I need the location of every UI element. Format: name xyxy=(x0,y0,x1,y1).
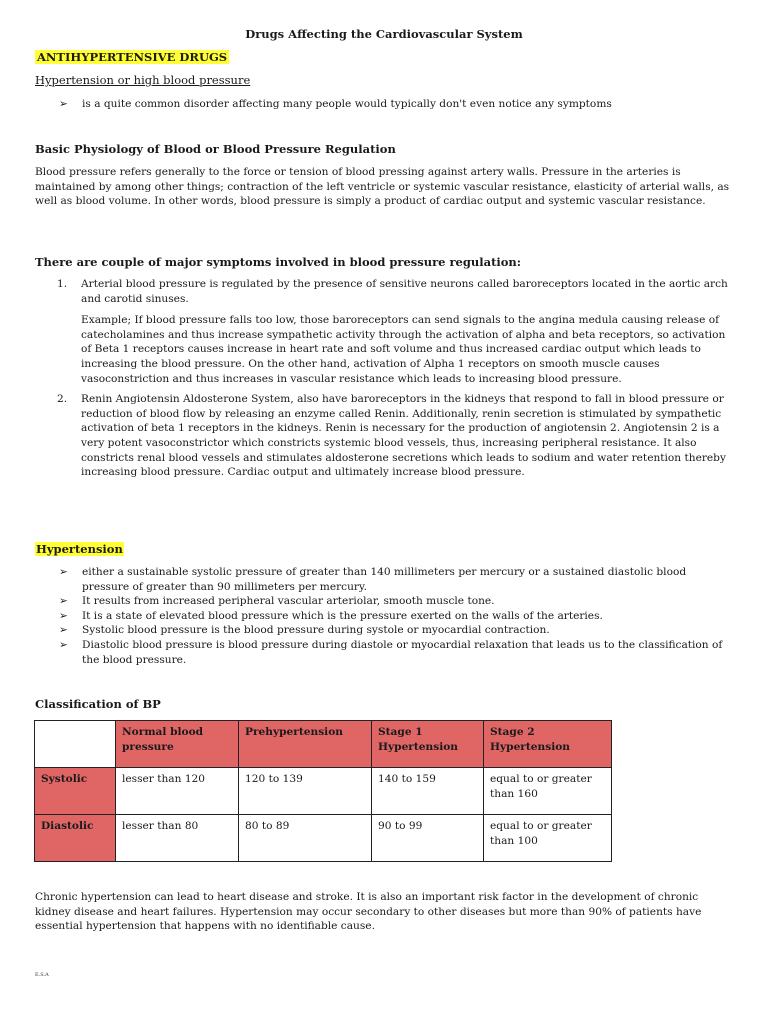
list-item: ➢ Diastolic blood pressure is blood pressure during diastole or myocardial relaxation that leads us to the classification of the blood pressure. xyxy=(59,638,723,666)
arrow-bullet-icon: ➢ xyxy=(59,624,68,637)
table-row-header: Diastolic xyxy=(35,815,116,862)
hypertension-bullet-list xyxy=(59,565,735,667)
table-header-row xyxy=(35,721,612,768)
arrow-bullet-icon: ➢ xyxy=(59,98,68,110)
table-cell: equal to or greater than 160 xyxy=(484,768,612,815)
footer-initials: E.S.A xyxy=(35,972,49,978)
classification-heading: Classification of BP xyxy=(35,697,161,711)
table-header-cell: Stage 2 Hypertension xyxy=(484,721,612,768)
list-item: ➢ It results from increased peripheral vascular arteriolar, smooth muscle tone. xyxy=(59,595,495,608)
arrow-bullet-icon: ➢ xyxy=(59,566,68,578)
table-cell: 80 to 89 xyxy=(239,815,372,862)
table-cell: 140 to 159 xyxy=(372,768,484,815)
physiology-paragraph: Blood pressure refers generally to the force or tension of blood pressing against artery walls. Pressure in the arteries is maintained by among other things; contraction of the left ventricle or systemic vascular resistance, elasticity of arterial walls, as well as blood volume. In other words, blood pressure is simply a product of cardiac output and systemic vascular resistance. xyxy=(35,166,730,208)
table-row xyxy=(35,768,612,815)
list-item: ➢ either a sustainable systolic pressure of greater than 140 millimeters per mercury or a sustained diastolic blood pressure of greater than 90 millimeters per mercury. xyxy=(59,566,687,593)
list-item: 1. Arterial blood pressure is regulated by the presence of sensitive neurons called baroreceptors located in the aortic arch and carotid sinuses. Example; If blood pressure falls too low, those baroreceptors can send signals to the angina medula causing release of catecholamines and thus increase sympathetic activity through the activation of alpha and beta receptors, so activation of Beta 1 receptors causes increase in heart rate and soft volume and thus increased cardiac output which leads to increasing the blood pressure. On the other hand, activation of Alpha 1 receptors on smooth muscle causes vasoconstriction and thus increases in vascular resistance which leads to increasing blood pressure. xyxy=(35,277,735,386)
intro-bullet-list xyxy=(59,97,739,112)
list-item: ➢ It is a state of elevated blood pressure which is the pressure exerted on the walls of the arteries. xyxy=(59,609,603,622)
list-item: ➢ Systolic blood pressure is the blood pressure during systole or myocardial contraction. xyxy=(59,624,550,637)
table-header-cell: Normal blood pressure xyxy=(116,721,239,768)
arrow-bullet-icon: ➢ xyxy=(59,638,68,651)
table-cell: 90 to 99 xyxy=(372,815,484,862)
table-row-header: Systolic xyxy=(35,768,116,815)
bp-classification-table xyxy=(34,720,612,862)
physiology-heading: Basic Physiology of Blood or Blood Pressure Regulation xyxy=(35,142,396,156)
example-paragraph: Example; If blood pressure falls too low, those baroreceptors can send signals to the angina medula causing release of catecholamines and thus increase sympathetic activity through the activation of alpha and beta receptors, so activation of Beta 1 receptors causes increase in heart rate and soft volume and thus increased cardiac output which leads to increasing the blood pressure. On the other hand, activation of Alpha 1 receptors on smooth muscle causes vasoconstriction and thus increases in vascular resistance which leads to increasing blood pressure. xyxy=(81,314,726,385)
arrow-bullet-icon: ➢ xyxy=(59,595,68,608)
table-cell: 120 to 139 xyxy=(239,768,372,815)
conclusion-paragraph: Chronic hypertension can lead to heart disease and stroke. It is also an important risk factor in the development of chronic kidney disease and heart failures. Hypertension may occur secondary to other diseases but more than 90% of patients have essential hypertension that happens with no identifiable cause. xyxy=(35,891,702,933)
table-cell: equal to or greater than 100 xyxy=(484,815,612,862)
table-cell: lesser than 120 xyxy=(116,768,239,815)
table-header-cell: Stage 1 Hypertension xyxy=(372,721,484,768)
list-item: 2. Renin Angiotensin Aldosterone System, also have baroreceptors in the kidneys that respond to fall in blood pressure or reduction of blood flow by releasing an enzyme called Renin. Additionally, renin secretion is stimulated by sympathetic activation of beta 1 receptors in the kidneys. Renin is necessary for the production of angiotensin 2. Angiotensin 2 is a very potent vasoconstrictor which constricts systemic blood vessels, thus, increasing peripheral resistance. It also constricts renal blood vessels and stimulates aldosterone secretions which leads to sodium and water retention thereby increasing blood pressure. Cardiac output and ultimately increase blood pressure. xyxy=(57,393,726,479)
document-title: Drugs Affecting the Cardiovascular System xyxy=(245,27,523,41)
table-header-cell: Prehypertension xyxy=(239,721,372,768)
regulation-list xyxy=(35,277,735,480)
regulation-heading: There are couple of major symptoms involved in blood pressure regulation: xyxy=(35,255,522,269)
arrow-bullet-icon: ➢ xyxy=(59,609,68,622)
hypertension-subheading: Hypertension or high blood pressure xyxy=(35,73,251,87)
list-item: ➢ is a quite common disorder affecting many people would typically don't even notice any symptoms xyxy=(59,98,612,110)
antihypertensive-heading: ANTIHYPERTENSIVE DRUGS xyxy=(37,50,228,64)
table-corner-cell xyxy=(35,721,116,768)
hypertension-heading: Hypertension xyxy=(36,542,123,556)
table-cell: lesser than 80 xyxy=(116,815,239,862)
table-row xyxy=(35,815,612,862)
